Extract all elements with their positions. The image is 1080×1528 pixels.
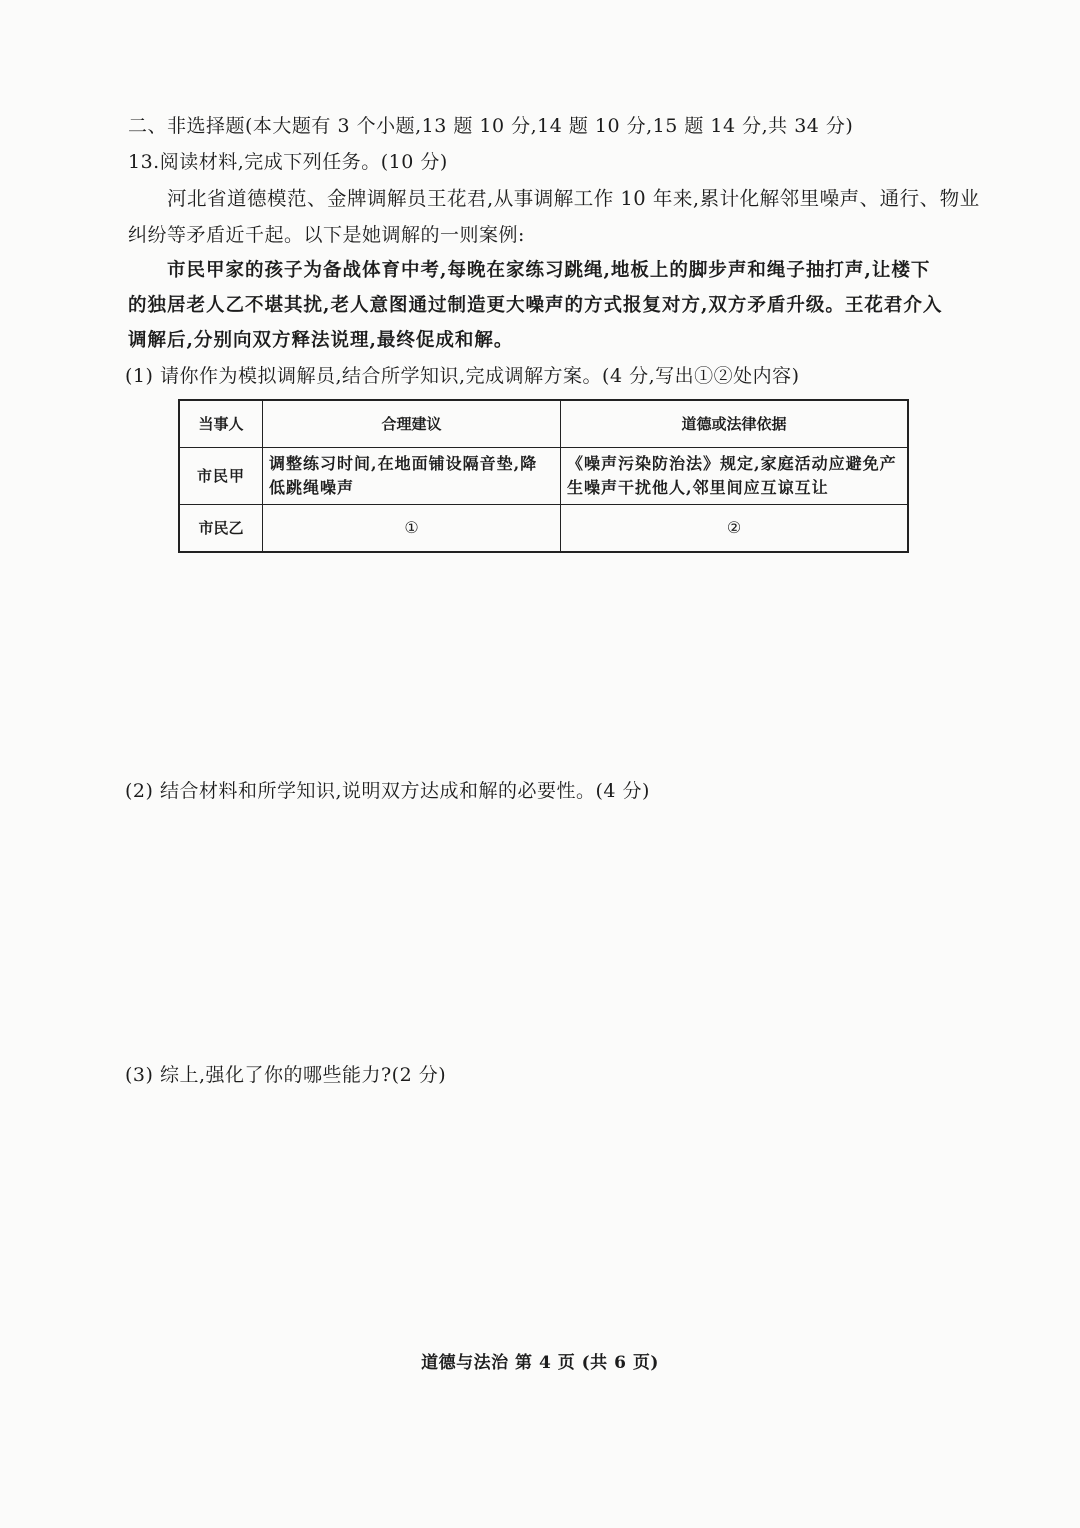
sub-question-2: (2) 结合材料和所学知识,说明双方达成和解的必要性。(4 分): [125, 780, 650, 802]
header-basis: 道德或法律依据: [561, 400, 909, 448]
section-heading: 二、非选择题(本大题有 3 个小题,13 题 10 分,14 题 10 分,15 题 14 分,共 34 分): [128, 115, 854, 137]
material-paragraph-1-line-1: 河北省道德模范、金牌调解员王花君,从事调解工作 10 年来,累计化解邻里噪声、通行、物业: [167, 187, 980, 210]
blank-2[interactable]: ②: [561, 505, 909, 553]
party-b-cell: 市民乙: [179, 505, 263, 553]
party-a-basis: 《噪声污染防治法》规定,家庭活动应避免产生噪声干扰他人,邻里间应互谅互让: [561, 448, 909, 505]
case-paragraph-line-1: 市民甲家的孩子为备战体育中考,每晚在家练习跳绳,地板上的脚步声和绳子抽打声,让楼下: [167, 260, 931, 281]
party-a-cell: 市民甲: [179, 448, 263, 505]
sub-question-1: (1) 请你作为模拟调解员,结合所学知识,完成调解方案。(4 分,写出①②处内容): [125, 365, 800, 387]
case-paragraph-line-3: 调解后,分别向双方释法说理,最终促成和解。: [128, 330, 514, 351]
party-a-suggestion: 调整练习时间,在地面铺设隔音垫,降低跳绳噪声: [263, 448, 561, 505]
table-row: [179, 505, 908, 553]
material-paragraph-1-line-2: 纠纷等矛盾近千起。以下是她调解的一则案例:: [128, 224, 525, 246]
question-13-title: 13.阅读材料,完成下列任务。(10 分): [128, 151, 448, 173]
table-row: [179, 448, 908, 505]
blank-1[interactable]: ①: [263, 505, 561, 553]
table-header-row: [179, 400, 908, 448]
header-party: 当事人: [179, 400, 263, 448]
header-suggestion: 合理建议: [263, 400, 561, 448]
sub-question-3: (3) 综上,强化了你的哪些能力?(2 分): [125, 1064, 447, 1086]
mediation-plan-table: [178, 399, 909, 553]
page-footer: 道德与法治 第 4 页 (共 6 页): [421, 1353, 659, 1373]
case-paragraph-line-2: 的独居老人乙不堪其扰,老人意图通过制造更大噪声的方式报复对方,双方矛盾升级。王花君介入: [128, 295, 943, 316]
